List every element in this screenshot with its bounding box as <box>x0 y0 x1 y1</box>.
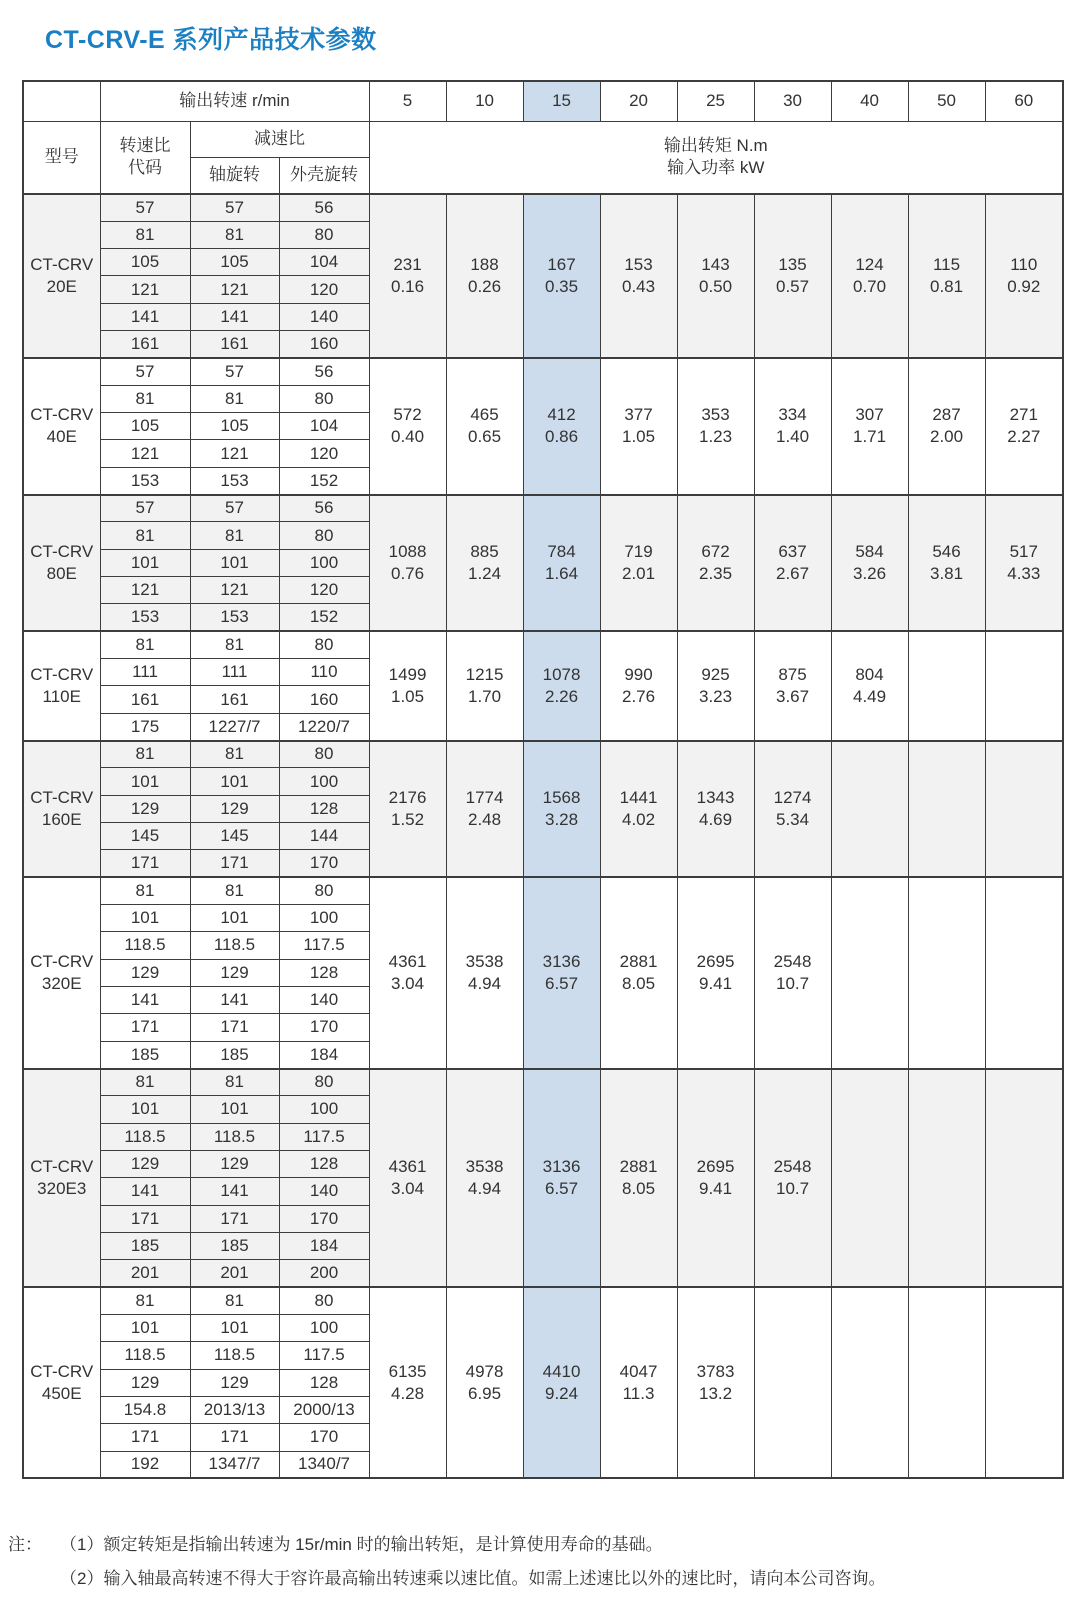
housing-ratio-cell: 128 <box>279 795 369 822</box>
corner-cell <box>23 81 100 121</box>
data-row-80E <box>23 495 1063 522</box>
ratio-code-cell: 81 <box>100 522 190 549</box>
value-cell-80E-60: 517 4.33 <box>985 495 1063 632</box>
value-cell-110E-15: 1078 2.26 <box>523 631 600 740</box>
model-cell-320E3: CT-CRV 320E3 <box>23 1069 100 1288</box>
housing-ratio-cell: 170 <box>279 850 369 877</box>
value-cell-320E3-50 <box>908 1069 985 1288</box>
shaft-ratio-cell: 2013/13 <box>190 1396 279 1423</box>
housing-ratio-cell: 100 <box>279 905 369 932</box>
ratio-code-cell: 154.8 <box>100 1396 190 1423</box>
value-cell-110E-25: 925 3.23 <box>677 631 754 740</box>
housing-ratio-cell: 104 <box>279 413 369 440</box>
page-title: CT-CRV-E 系列产品技术参数 <box>45 26 377 54</box>
ratio-code-header: 转速比 代码 <box>100 121 190 194</box>
shaft-ratio-cell: 81 <box>190 631 279 658</box>
value-cell-320E3-25: 2695 9.41 <box>677 1069 754 1288</box>
value-cell-80E-40: 584 3.26 <box>831 495 908 632</box>
ratio-code-cell: 57 <box>100 358 190 385</box>
ratio-code-cell: 129 <box>100 1369 190 1396</box>
ratio-code-cell: 118.5 <box>100 1342 190 1369</box>
housing-ratio-cell: 140 <box>279 987 369 1014</box>
value-cell-320E-40 <box>831 877 908 1068</box>
value-cell-80E-10: 885 1.24 <box>446 495 523 632</box>
shaft-ratio-cell: 121 <box>190 276 279 303</box>
value-cell-450E-5: 6135 4.28 <box>369 1287 446 1478</box>
housing-ratio-cell: 100 <box>279 768 369 795</box>
shaft-rotation-header: 轴旋转 <box>190 157 279 194</box>
value-cell-160E-50 <box>908 741 985 878</box>
ratio-code-cell: 185 <box>100 1041 190 1068</box>
shaft-ratio-cell: 101 <box>190 768 279 795</box>
data-row-40E <box>23 358 1063 385</box>
ratio-code-cell: 121 <box>100 276 190 303</box>
shaft-ratio-cell: 201 <box>190 1260 279 1287</box>
housing-ratio-cell: 100 <box>279 1314 369 1341</box>
value-cell-160E-20: 1441 4.02 <box>600 741 677 878</box>
speed-col-header-15: 15 <box>523 81 600 121</box>
ratio-code-cell: 81 <box>100 221 190 248</box>
housing-ratio-cell: 56 <box>279 495 369 522</box>
housing-ratio-cell: 110 <box>279 659 369 686</box>
value-cell-20E-5: 231 0.16 <box>369 194 446 358</box>
model-cell-20E: CT-CRV 20E <box>23 194 100 358</box>
data-row-320E3 <box>23 1069 1063 1096</box>
data-row-160E <box>23 741 1063 768</box>
shaft-ratio-cell: 171 <box>190 1424 279 1451</box>
shaft-ratio-cell: 101 <box>190 1096 279 1123</box>
housing-ratio-cell: 100 <box>279 549 369 576</box>
shaft-ratio-cell: 129 <box>190 1150 279 1177</box>
shaft-ratio-cell: 121 <box>190 577 279 604</box>
ratio-code-cell: 101 <box>100 768 190 795</box>
housing-ratio-cell: 200 <box>279 1260 369 1287</box>
housing-ratio-cell: 117.5 <box>279 1342 369 1369</box>
value-cell-40E-50: 287 2.00 <box>908 358 985 495</box>
shaft-ratio-cell: 81 <box>190 385 279 412</box>
shaft-ratio-cell: 185 <box>190 1232 279 1259</box>
ratio-code-cell: 105 <box>100 249 190 276</box>
housing-ratio-cell: 80 <box>279 877 369 904</box>
model-cell-160E: CT-CRV 160E <box>23 741 100 878</box>
value-cell-20E-20: 153 0.43 <box>600 194 677 358</box>
speed-col-header-30: 30 <box>754 81 831 121</box>
ratio-code-cell: 161 <box>100 686 190 713</box>
value-cell-320E3-40 <box>831 1069 908 1288</box>
shaft-ratio-cell: 81 <box>190 1287 279 1314</box>
shaft-ratio-cell: 57 <box>190 495 279 522</box>
ratio-code-cell: 171 <box>100 850 190 877</box>
value-cell-450E-60 <box>985 1287 1063 1478</box>
value-cell-40E-15: 412 0.86 <box>523 358 600 495</box>
shaft-ratio-cell: 81 <box>190 741 279 768</box>
value-cell-320E-10: 3538 4.94 <box>446 877 523 1068</box>
ratio-code-cell: 141 <box>100 987 190 1014</box>
housing-ratio-cell: 140 <box>279 303 369 330</box>
housing-ratio-cell: 80 <box>279 631 369 658</box>
shaft-ratio-cell: 145 <box>190 823 279 850</box>
value-cell-20E-15: 167 0.35 <box>523 194 600 358</box>
column-header-row <box>23 121 1063 157</box>
ratio-code-cell: 161 <box>100 331 190 358</box>
note-item-1: （1）额定转矩是指输出转速为 15r/min 时的输出转矩，是计算使用寿命的基础。 <box>60 1535 663 1554</box>
speed-header-label: 输出转速 r/min <box>100 81 369 121</box>
model-cell-320E: CT-CRV 320E <box>23 877 100 1068</box>
housing-ratio-cell: 170 <box>279 1205 369 1232</box>
ratio-code-cell: 111 <box>100 659 190 686</box>
value-cell-160E-5: 2176 1.52 <box>369 741 446 878</box>
speed-col-header-5: 5 <box>369 81 446 121</box>
value-cell-320E-30: 2548 10.7 <box>754 877 831 1068</box>
ratio-code-cell: 129 <box>100 1150 190 1177</box>
housing-ratio-cell: 1340/7 <box>279 1451 369 1478</box>
data-row-20E <box>23 194 1063 221</box>
value-cell-320E-20: 2881 8.05 <box>600 877 677 1068</box>
value-cell-320E-50 <box>908 877 985 1068</box>
shaft-ratio-cell: 118.5 <box>190 932 279 959</box>
ratio-code-cell: 121 <box>100 440 190 467</box>
ratio-code-cell: 81 <box>100 877 190 904</box>
housing-ratio-cell: 160 <box>279 686 369 713</box>
ratio-code-cell: 118.5 <box>100 932 190 959</box>
speed-col-header-20: 20 <box>600 81 677 121</box>
shaft-ratio-cell: 171 <box>190 1205 279 1232</box>
ratio-code-cell: 81 <box>100 385 190 412</box>
spec-table-body <box>23 81 1063 1478</box>
value-cell-160E-15: 1568 3.28 <box>523 741 600 878</box>
ratio-code-cell: 141 <box>100 1178 190 1205</box>
value-cell-320E3-10: 3538 4.94 <box>446 1069 523 1288</box>
value-cell-80E-30: 637 2.67 <box>754 495 831 632</box>
shaft-ratio-cell: 57 <box>190 194 279 221</box>
model-header: 型号 <box>23 121 100 194</box>
housing-ratio-cell: 184 <box>279 1041 369 1068</box>
shaft-ratio-cell: 161 <box>190 331 279 358</box>
spec-table <box>22 80 1064 1479</box>
notes-label: 注： <box>8 1535 42 1554</box>
value-cell-320E3-60 <box>985 1069 1063 1288</box>
housing-ratio-cell: 144 <box>279 823 369 850</box>
shaft-ratio-cell: 105 <box>190 249 279 276</box>
ratio-code-cell: 101 <box>100 905 190 932</box>
housing-ratio-cell: 128 <box>279 1150 369 1177</box>
value-cell-80E-25: 672 2.35 <box>677 495 754 632</box>
ratio-code-cell: 175 <box>100 713 190 740</box>
value-cell-110E-40: 804 4.49 <box>831 631 908 740</box>
value-cell-20E-40: 124 0.70 <box>831 194 908 358</box>
value-cell-110E-60 <box>985 631 1063 740</box>
value-cell-160E-60 <box>985 741 1063 878</box>
housing-ratio-cell: 80 <box>279 1069 369 1096</box>
housing-ratio-cell: 80 <box>279 1287 369 1314</box>
housing-ratio-cell: 120 <box>279 577 369 604</box>
shaft-ratio-cell: 81 <box>190 522 279 549</box>
housing-ratio-cell: 80 <box>279 221 369 248</box>
value-cell-40E-25: 353 1.23 <box>677 358 754 495</box>
ratio-code-cell: 129 <box>100 795 190 822</box>
value-cell-160E-25: 1343 4.69 <box>677 741 754 878</box>
housing-ratio-cell: 1220/7 <box>279 713 369 740</box>
value-cell-450E-50 <box>908 1287 985 1478</box>
shaft-ratio-cell: 1347/7 <box>190 1451 279 1478</box>
value-cell-160E-40 <box>831 741 908 878</box>
housing-ratio-cell: 2000/13 <box>279 1396 369 1423</box>
housing-ratio-cell: 117.5 <box>279 932 369 959</box>
value-cell-450E-10: 4978 6.95 <box>446 1287 523 1478</box>
model-cell-40E: CT-CRV 40E <box>23 358 100 495</box>
ratio-code-cell: 101 <box>100 1314 190 1341</box>
value-cell-20E-60: 110 0.92 <box>985 194 1063 358</box>
model-cell-110E: CT-CRV 110E <box>23 631 100 740</box>
shaft-ratio-cell: 153 <box>190 467 279 494</box>
ratio-code-cell: 105 <box>100 413 190 440</box>
value-cell-20E-30: 135 0.57 <box>754 194 831 358</box>
shaft-ratio-cell: 121 <box>190 440 279 467</box>
value-cell-320E-15: 3136 6.57 <box>523 877 600 1068</box>
housing-ratio-cell: 128 <box>279 959 369 986</box>
value-cell-20E-50: 115 0.81 <box>908 194 985 358</box>
ratio-code-cell: 81 <box>100 1287 190 1314</box>
value-cell-320E3-5: 4361 3.04 <box>369 1069 446 1288</box>
shaft-ratio-cell: 171 <box>190 850 279 877</box>
ratio-code-cell: 57 <box>100 194 190 221</box>
speed-col-header-50: 50 <box>908 81 985 121</box>
value-cell-110E-20: 990 2.76 <box>600 631 677 740</box>
value-cell-160E-30: 1274 5.34 <box>754 741 831 878</box>
value-cell-40E-5: 572 0.40 <box>369 358 446 495</box>
value-cell-80E-15: 784 1.64 <box>523 495 600 632</box>
housing-ratio-cell: 170 <box>279 1014 369 1041</box>
ratio-code-cell: 81 <box>100 631 190 658</box>
ratio-code-cell: 185 <box>100 1232 190 1259</box>
value-cell-80E-20: 719 2.01 <box>600 495 677 632</box>
shaft-ratio-cell: 81 <box>190 221 279 248</box>
ratio-code-cell: 141 <box>100 303 190 330</box>
housing-ratio-cell: 152 <box>279 604 369 631</box>
shaft-ratio-cell: 129 <box>190 795 279 822</box>
value-cell-160E-10: 1774 2.48 <box>446 741 523 878</box>
housing-ratio-cell: 128 <box>279 1369 369 1396</box>
shaft-ratio-cell: 129 <box>190 1369 279 1396</box>
ratio-code-cell: 81 <box>100 741 190 768</box>
value-cell-450E-20: 4047 11.3 <box>600 1287 677 1478</box>
ratio-code-cell: 57 <box>100 495 190 522</box>
value-cell-450E-25: 3783 13.2 <box>677 1287 754 1478</box>
value-cell-450E-40 <box>831 1287 908 1478</box>
shaft-ratio-cell: 81 <box>190 1069 279 1096</box>
shaft-ratio-cell: 101 <box>190 1314 279 1341</box>
value-cell-110E-5: 1499 1.05 <box>369 631 446 740</box>
housing-ratio-cell: 160 <box>279 331 369 358</box>
housing-ratio-cell: 104 <box>279 249 369 276</box>
value-cell-320E3-20: 2881 8.05 <box>600 1069 677 1288</box>
value-cell-40E-20: 377 1.05 <box>600 358 677 495</box>
housing-ratio-cell: 100 <box>279 1096 369 1123</box>
speed-col-header-10: 10 <box>446 81 523 121</box>
data-row-450E <box>23 1287 1063 1314</box>
shaft-ratio-cell: 171 <box>190 1014 279 1041</box>
shaft-ratio-cell: 101 <box>190 549 279 576</box>
value-cell-450E-15: 4410 9.24 <box>523 1287 600 1478</box>
ratio-code-cell: 171 <box>100 1205 190 1232</box>
model-cell-80E: CT-CRV 80E <box>23 495 100 632</box>
shaft-ratio-cell: 111 <box>190 659 279 686</box>
ratio-code-cell: 145 <box>100 823 190 850</box>
model-cell-450E: CT-CRV 450E <box>23 1287 100 1478</box>
shaft-ratio-cell: 161 <box>190 686 279 713</box>
ratio-code-cell: 121 <box>100 577 190 604</box>
housing-ratio-cell: 56 <box>279 358 369 385</box>
value-cell-320E-5: 4361 3.04 <box>369 877 446 1068</box>
shaft-ratio-cell: 129 <box>190 959 279 986</box>
value-cell-320E3-15: 3136 6.57 <box>523 1069 600 1288</box>
ratio-code-cell: 171 <box>100 1014 190 1041</box>
shaft-ratio-cell: 101 <box>190 905 279 932</box>
housing-ratio-cell: 184 <box>279 1232 369 1259</box>
data-row-320E <box>23 877 1063 904</box>
housing-ratio-cell: 80 <box>279 741 369 768</box>
value-cell-40E-30: 334 1.40 <box>754 358 831 495</box>
speed-col-header-60: 60 <box>985 81 1063 121</box>
ratio-code-cell: 201 <box>100 1260 190 1287</box>
shaft-ratio-cell: 57 <box>190 358 279 385</box>
shaft-ratio-cell: 105 <box>190 413 279 440</box>
ratio-code-cell: 118.5 <box>100 1123 190 1150</box>
value-cell-20E-25: 143 0.50 <box>677 194 754 358</box>
value-cell-40E-10: 465 0.65 <box>446 358 523 495</box>
reduction-ratio-header: 减速比 <box>190 121 369 157</box>
value-cell-320E-60 <box>985 877 1063 1068</box>
housing-ratio-cell: 120 <box>279 440 369 467</box>
speed-col-header-25: 25 <box>677 81 754 121</box>
torque-power-header: 输出转矩 N.m 输入功率 kW <box>369 121 1063 194</box>
shaft-ratio-cell: 141 <box>190 987 279 1014</box>
notes-items <box>60 1528 885 1596</box>
shaft-ratio-cell: 141 <box>190 1178 279 1205</box>
speed-header-row <box>23 81 1063 121</box>
value-cell-450E-30 <box>754 1287 831 1478</box>
shaft-ratio-cell: 118.5 <box>190 1123 279 1150</box>
ratio-code-cell: 192 <box>100 1451 190 1478</box>
value-cell-320E-25: 2695 9.41 <box>677 877 754 1068</box>
value-cell-110E-10: 1215 1.70 <box>446 631 523 740</box>
housing-ratio-cell: 152 <box>279 467 369 494</box>
ratio-code-cell: 129 <box>100 959 190 986</box>
shaft-ratio-cell: 185 <box>190 1041 279 1068</box>
shaft-ratio-cell: 81 <box>190 877 279 904</box>
value-cell-110E-30: 875 3.67 <box>754 631 831 740</box>
ratio-code-cell: 153 <box>100 604 190 631</box>
housing-ratio-cell: 80 <box>279 385 369 412</box>
value-cell-40E-60: 271 2.27 <box>985 358 1063 495</box>
shaft-ratio-cell: 153 <box>190 604 279 631</box>
housing-ratio-cell: 117.5 <box>279 1123 369 1150</box>
housing-ratio-cell: 56 <box>279 194 369 221</box>
value-cell-80E-50: 546 3.81 <box>908 495 985 632</box>
ratio-code-cell: 171 <box>100 1424 190 1451</box>
shaft-ratio-cell: 141 <box>190 303 279 330</box>
note-item-2: （2）输入轴最高转速不得大于容许最高输出转速乘以速比值。如需上述速比以外的速比时，请向本公司咨询。 <box>60 1569 886 1588</box>
value-cell-20E-10: 188 0.26 <box>446 194 523 358</box>
ratio-code-cell: 153 <box>100 467 190 494</box>
shaft-ratio-cell: 118.5 <box>190 1342 279 1369</box>
value-cell-40E-40: 307 1.71 <box>831 358 908 495</box>
ratio-code-cell: 101 <box>100 1096 190 1123</box>
shaft-ratio-cell: 1227/7 <box>190 713 279 740</box>
housing-rotation-header: 外壳旋转 <box>279 157 369 194</box>
housing-ratio-cell: 120 <box>279 276 369 303</box>
data-row-110E <box>23 631 1063 658</box>
value-cell-110E-50 <box>908 631 985 740</box>
ratio-code-cell: 101 <box>100 549 190 576</box>
notes <box>8 1528 1068 1596</box>
value-cell-320E3-30: 2548 10.7 <box>754 1069 831 1288</box>
value-cell-80E-5: 1088 0.76 <box>369 495 446 632</box>
housing-ratio-cell: 80 <box>279 522 369 549</box>
ratio-code-cell: 81 <box>100 1069 190 1096</box>
spec-table-wrap <box>22 80 1062 1479</box>
speed-col-header-40: 40 <box>831 81 908 121</box>
housing-ratio-cell: 140 <box>279 1178 369 1205</box>
housing-ratio-cell: 170 <box>279 1424 369 1451</box>
